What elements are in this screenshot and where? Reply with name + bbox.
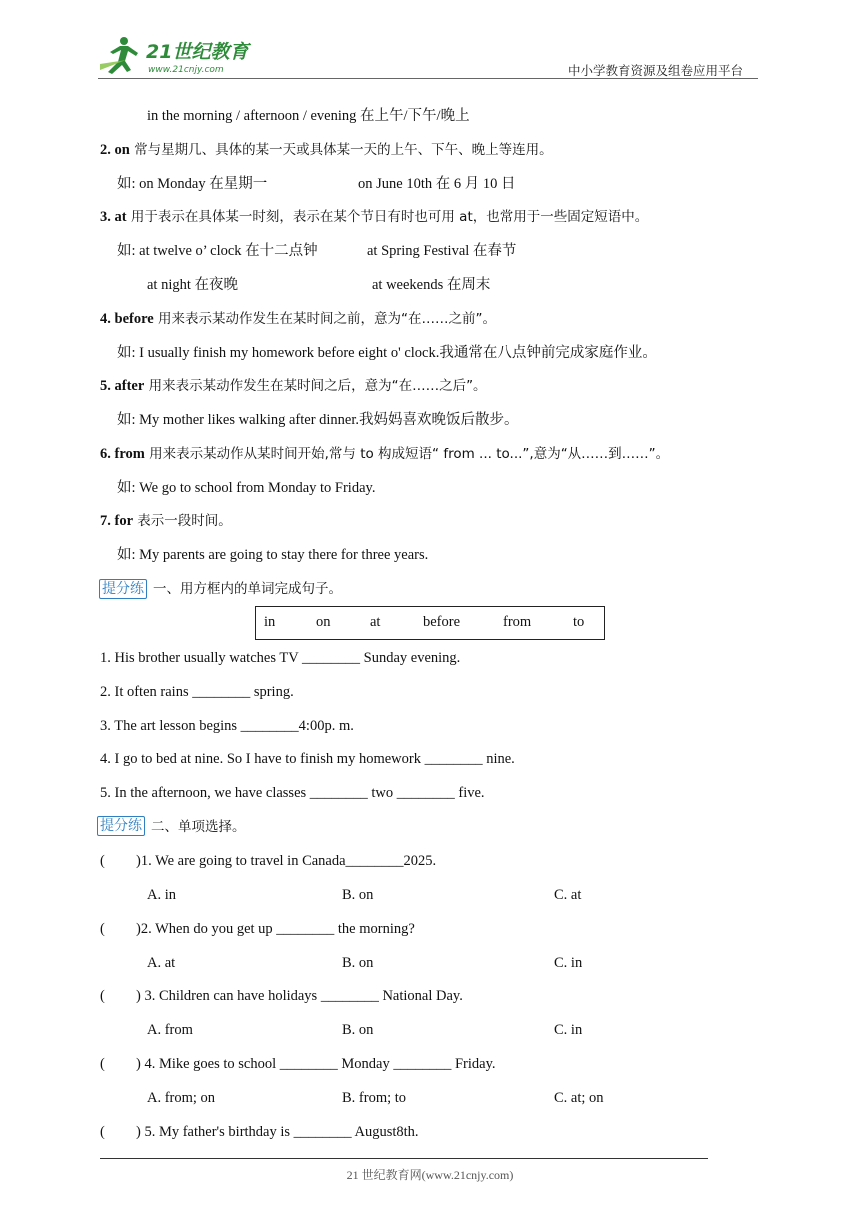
note-after-head: 5. after (100, 378, 145, 394)
exercise1-title: 一、用方框内的单词完成句子。 (153, 581, 342, 597)
note-before-text: 用来表示某动作发生在某时间之前，意为“在……之前”。 (153, 311, 496, 327)
question-bracket: ( (100, 988, 105, 1004)
word-bank-box (255, 606, 605, 640)
note-at-head: 3. at (100, 209, 127, 225)
option-a: A. in (147, 887, 176, 903)
footer-text: 21 世纪教育网(www.21cnjy.com) (346, 1168, 514, 1182)
question-bracket: ( (100, 1056, 105, 1072)
brand-logo (96, 34, 258, 78)
note-before-example: 如: I usually finish my homework before eight o' clock.我通常在八点钟前完成家庭作业。 (117, 345, 657, 361)
note-on (100, 141, 553, 159)
note-before (100, 310, 496, 328)
note-at-example-b: at Spring Festival 在春节 (367, 243, 517, 259)
note-after-example: 如: My mother likes walking after dinner.我妈妈喜欢晚饭后散步。 (117, 412, 519, 428)
note-from-text: 用来表示某动作从某时间开始,常与 to 构成短语“ from ... to...”,意为“从……到……”。 (144, 446, 670, 462)
note-after-text: 用来表示某动作发生在某时间之后，意为“在……之后”。 (144, 378, 487, 394)
option-b: B. from; to (342, 1090, 407, 1106)
logo-text: 21世纪教育 (146, 41, 249, 63)
note-before-head: 4. before (100, 311, 154, 327)
question-text: )1. We are going to travel in Canada________2025. (136, 853, 437, 869)
note-at-example-c: at night 在夜晚 (147, 277, 239, 293)
question-text: )2. When do you get up ________ the morning? (136, 921, 415, 937)
option-a: A. from (147, 1022, 193, 1038)
note-after (100, 377, 487, 395)
option-c: C. in (554, 955, 583, 971)
header-tagline: 中小学教育资源及组卷应用平台 (568, 63, 744, 78)
note-at-example-a: 如: at twelve o’ clock 在十二点钟 (117, 243, 318, 259)
word-bank-item: to (573, 614, 585, 630)
option-c: C. at (554, 887, 582, 903)
word-bank-item: from (503, 614, 532, 630)
word-bank-item: on (316, 614, 331, 630)
note-line-time-phrases: in the morning / afternoon / evening 在上午/下午/晚上 (147, 108, 470, 124)
note-for-head: 7. for (100, 513, 134, 529)
note-from-head: 6. from (100, 446, 145, 462)
exercise1-item: 4. I go to bed at nine. So I have to finish my homework ________ nine. (100, 751, 515, 767)
note-on-example-a: 如: on Monday 在星期一 (117, 176, 268, 192)
option-b: B. on (342, 887, 374, 903)
exercise1-item: 2. It often rains ________ spring. (100, 684, 294, 700)
note-for-example: 如: My parents are going to stay there for three years. (117, 547, 429, 563)
exercise1-item: 3. The art lesson begins ________4:00p. m. (100, 718, 354, 734)
header-divider (98, 78, 758, 79)
exercise2-tag: 提分练 (97, 816, 145, 836)
exercise1-item: 5. In the afternoon, we have classes ________ two ________ five. (100, 785, 485, 801)
question-text: ) 3. Children can have holidays ________ National Day. (136, 988, 463, 1004)
option-c: C. at; on (554, 1090, 604, 1106)
option-b: B. on (342, 1022, 374, 1038)
note-on-example-b: on June 10th 在 6 月 10 日 (358, 176, 516, 192)
note-for-text: 表示一段时间。 (133, 513, 232, 529)
note-at (100, 208, 648, 226)
question-bracket: ( (100, 1124, 105, 1140)
logo-url: www.21cnjy.com (148, 65, 224, 75)
option-b: B. on (342, 955, 374, 971)
option-a: A. from; on (147, 1090, 216, 1106)
exercise2-title: 二、单项选择。 (151, 819, 246, 835)
note-from (100, 445, 669, 463)
note-at-text: 用于表示在具体某一时刻，表示在某个节日有时也可用 at，也常用于一些固定短语中。 (126, 209, 649, 225)
note-at-example-d: at weekends 在周末 (372, 277, 491, 293)
exercise1-tag: 提分练 (99, 579, 147, 599)
note-for (100, 512, 232, 530)
footer-divider (100, 1158, 708, 1159)
word-bank-item: at (370, 614, 381, 630)
word-bank-item: before (423, 614, 461, 630)
question-bracket: ( (100, 921, 105, 937)
note-from-example: 如: We go to school from Monday to Friday. (117, 480, 376, 496)
option-c: C. in (554, 1022, 583, 1038)
exercise1-item: 1. His brother usually watches TV ________ Sunday evening. (100, 650, 461, 666)
note-on-text: 常与星期几、具体的某一天或具体某一天的上午、下午、晚上等连用。 (129, 142, 553, 158)
note-on-head: 2. on (100, 142, 130, 158)
runner-icon (100, 37, 138, 74)
word-bank-item: in (264, 614, 276, 630)
question-text: ) 5. My father's birthday is ________ August8th. (136, 1124, 419, 1140)
option-a: A. at (147, 955, 176, 971)
question-bracket: ( (100, 853, 105, 869)
question-text: ) 4. Mike goes to school ________ Monday ________ Friday. (136, 1056, 496, 1072)
